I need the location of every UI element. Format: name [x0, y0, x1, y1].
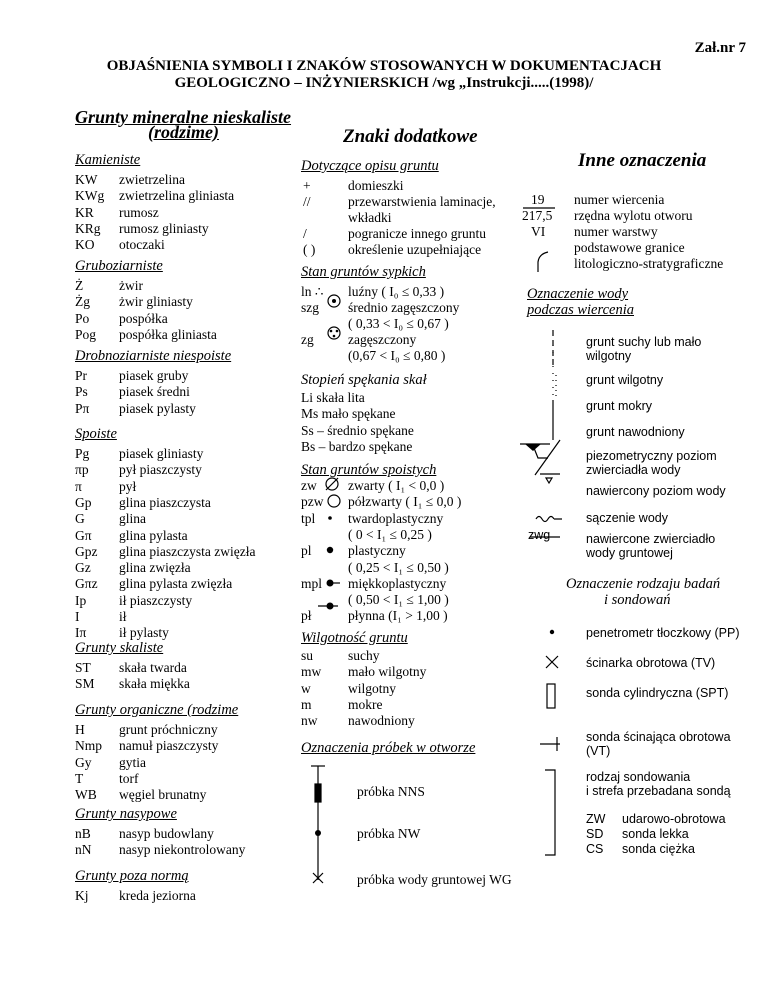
- left-title: Grunty mineralne nieskaliste: [75, 107, 292, 127]
- piezometric-level-icon: [534, 448, 548, 458]
- soil-name: pospółka: [119, 310, 168, 326]
- spoiste-code: pl: [301, 543, 312, 559]
- spoiste-code: mpl: [301, 575, 323, 591]
- spekanie-item: Bs – bardzo spękane: [301, 438, 413, 454]
- soil-name: ił pylasty: [119, 625, 169, 641]
- survey-title-2: i sondowań: [604, 592, 671, 608]
- spoiste-text: ( 0,50 < I₁ ≤ 1,00 ): [348, 592, 449, 608]
- zwg-label: zwg: [528, 528, 551, 542]
- soil-name: rumosz: [119, 204, 159, 220]
- spoiste-text: plastyczny: [348, 543, 406, 559]
- soil-name: glina zwięzła: [119, 560, 191, 576]
- spoiste-text: ( 0 < I₁ ≤ 0,25 ): [348, 526, 432, 542]
- soil-code: G: [75, 511, 85, 527]
- water-table-triangle-icon: [525, 444, 541, 451]
- wilgotnosc-text: mokre: [348, 696, 383, 712]
- seepage-icon: [536, 517, 562, 522]
- soil-code: Pr: [75, 368, 88, 383]
- soil-code: Iπ: [75, 625, 87, 641]
- sonda-code: SD: [586, 827, 604, 841]
- spoiste-text: półzwarty ( I₁ ≤ 0,0 ): [348, 494, 462, 510]
- left-section-title: Grunty poza normą: [75, 868, 189, 884]
- attachment-number: Zał.nr 7: [694, 40, 746, 56]
- left-section-title: Grunty skaliste: [75, 640, 164, 656]
- survey-title: Oznaczenie rodzaju badań: [566, 576, 721, 592]
- soil-code: Gz: [75, 560, 91, 576]
- soil-name: torf: [119, 770, 139, 786]
- left-section-title: Kamieniste: [75, 152, 141, 168]
- sypkie-text: (0,67 < I₀ ≤ 0,80 ): [348, 348, 446, 363]
- wilgotnosc-code: su: [301, 648, 314, 663]
- probka-nns-label: próbka NNS: [357, 784, 425, 799]
- soil-name: ił piaszczysty: [119, 592, 193, 608]
- bore-item-text: numer warstwy: [574, 224, 658, 239]
- soil-code: Ip: [75, 592, 87, 608]
- soil-name: węgiel brunatny: [119, 787, 207, 803]
- water-item-text: grunt nawodniony: [586, 425, 685, 439]
- water-item-text: grunt wilgotny: [586, 373, 664, 387]
- spekanie-item: Ms mało spękane: [301, 406, 396, 422]
- section-wilgotnosc: Wilgotność gruntu: [301, 630, 408, 646]
- soil-code: Gπz: [75, 576, 98, 592]
- sypkie-text: ( 0,33 < I₀ ≤ 0,67 ): [348, 316, 449, 331]
- soil-name: pospółka gliniasta: [119, 326, 217, 342]
- soil-code: T: [75, 770, 84, 786]
- sonda-code: ZW: [586, 812, 606, 826]
- left-section-title: Drobnoziarniste niespoiste: [75, 348, 232, 364]
- sypkie-code: szg: [301, 300, 319, 315]
- sypkie-code: zg: [301, 332, 314, 347]
- opis-text: pogranicze innego gruntu: [348, 226, 486, 241]
- sonda-code: CS: [586, 842, 604, 856]
- opis-symbol: ( ): [303, 242, 316, 257]
- soil-name: pył: [119, 478, 137, 494]
- soil-code: Żg: [75, 294, 90, 310]
- probka-wg-label: próbka wody gruntowej WG: [357, 872, 512, 887]
- spoiste-code: pzw: [301, 494, 324, 510]
- survey-item-text: sonda cylindryczna (SPT): [586, 686, 729, 700]
- soil-name: glina piaszczysta: [119, 494, 211, 510]
- spekanie-item: Ss – średnio spękane: [301, 422, 414, 438]
- soil-name: otoczaki: [119, 237, 165, 253]
- soil-code: Nmp: [75, 738, 102, 754]
- left-section-title: Grunty organiczne (rodzime: [75, 702, 239, 718]
- soil-name: żwir: [119, 278, 143, 293]
- soil-name: glina pylasta: [119, 527, 188, 543]
- soil-code: Pπ: [75, 400, 90, 416]
- soil-code: I: [75, 609, 80, 624]
- soil-name: skała miękka: [119, 676, 190, 692]
- wilgotnosc-code: w: [301, 680, 311, 696]
- soil-code: Kj: [75, 888, 89, 903]
- spoiste-text: miękkoplastyczny: [348, 575, 447, 591]
- left-title-2: (rodzime): [148, 122, 219, 142]
- soil-code: KWg: [75, 188, 105, 204]
- spoiste-code: zw: [301, 478, 317, 493]
- soil-name: piasek gruby: [119, 368, 189, 383]
- water-title: Oznaczenie wody: [527, 286, 629, 302]
- document-title: OBJAŚNIENIA SYMBOLI I ZNAKÓW STOSOWANYCH W DOKUMENTACJACH GEOLOGICZNO – INŻYNIERSKICH /wg „Instrukcji.....(1998)/: [106, 58, 662, 91]
- soil-code: KRg: [75, 220, 101, 236]
- soil-code: Gπ: [75, 527, 92, 543]
- middle-title: Znaki dodatkowe: [343, 126, 478, 147]
- soil-name: glina: [119, 511, 146, 527]
- water-item-text: grunt mokry: [586, 399, 652, 413]
- soil-code: SM: [75, 676, 95, 692]
- sypkie-text: luźny ( I₀ ≤ 0,33 ): [348, 284, 445, 299]
- spoiste-text: płynna (I₁ > 1,00 ): [348, 608, 448, 624]
- survey-item-text: rodzaj sondowania i strefa przebadana sondą: [586, 770, 731, 798]
- survey-item-text: penetrometr tłoczkowy (PP): [586, 626, 740, 640]
- spoiste-text: twardoplastyczny: [348, 510, 444, 526]
- opis-text: określenie uzupełniające: [348, 242, 482, 257]
- soil-code: ST: [75, 660, 91, 675]
- penetrometer-icon: [550, 630, 554, 634]
- soil-code: Pog: [75, 326, 97, 342]
- soil-code: Ps: [75, 384, 88, 400]
- opis-symbol: +: [303, 178, 311, 193]
- soil-name: piasek średni: [119, 384, 190, 400]
- water-item-text: nawiercony poziom wody: [586, 484, 726, 498]
- soil-code: KW: [75, 172, 98, 187]
- left-section-title: Gruboziarniste: [75, 258, 163, 274]
- sypkie-text: zagęszczony: [348, 332, 417, 347]
- soil-name: piasek gliniasty: [119, 446, 204, 461]
- bore-item-text: numer wiercenia: [574, 192, 665, 207]
- soil-code: Gy: [75, 754, 92, 770]
- water-item-text: grunt suchy lub mało wilgotny: [586, 335, 702, 363]
- opis-symbol: //: [303, 194, 311, 209]
- section-spekanie: Stopień spękania skał: [301, 372, 427, 388]
- sonda-name: sonda ciężka: [622, 842, 695, 856]
- soil-name: zwietrzelina gliniasta: [119, 188, 235, 204]
- soil-name: nasyp budowlany: [119, 826, 214, 841]
- soil-name: ił: [119, 609, 127, 624]
- sonda-name: udarowo-obrotowa: [622, 812, 726, 826]
- sonda-name: sonda lekka: [622, 827, 689, 841]
- soil-name: pył piaszczysty: [119, 462, 202, 478]
- soil-code: π: [75, 478, 82, 494]
- spoiste-text: zwarty ( I₁ < 0,0 ): [348, 478, 445, 493]
- sypkie-text: średnio zagęszczony: [348, 300, 460, 315]
- wilgotnosc-code: mw: [301, 664, 322, 680]
- soil-code: WB: [75, 787, 97, 803]
- soil-name: żwir gliniasty: [119, 294, 193, 310]
- right-title: Inne oznaczenia: [578, 150, 707, 171]
- probka-nw-label: próbka NW: [357, 826, 421, 841]
- section-probki: Oznaczenia próbek w otworze: [301, 740, 476, 756]
- spekanie-item: Li skała lita: [301, 390, 365, 405]
- spoiste-text: ( 0,25 < I₁ ≤ 0,50 ): [348, 559, 449, 575]
- bore-item-text: podstawowe granice: [574, 240, 685, 255]
- soil-name: kreda jeziorna: [119, 888, 196, 903]
- soil-name: glina pylasta zwięzła: [119, 576, 233, 592]
- soil-name: namuł piaszczysty: [119, 738, 219, 754]
- bore-number: 19: [531, 192, 545, 207]
- water-item-text: sączenie wody: [586, 511, 668, 525]
- wilgotnosc-code: nw: [301, 713, 318, 729]
- spt-icon: [547, 684, 555, 708]
- opis-text: przewarstwienia laminacje,: [348, 194, 496, 209]
- bore-elevation: 217,5: [522, 208, 553, 223]
- survey-item-text: sonda ścinająca obrotowa (VT): [586, 730, 731, 758]
- soil-name: gytia: [119, 754, 146, 770]
- wilgotnosc-text: nawodniony: [348, 713, 415, 729]
- spoiste-code: pł: [301, 608, 312, 624]
- bore-item-text: litologiczno-stratygraficzne: [574, 256, 724, 271]
- water-item-text: piezometryczny poziom zwierciadła wody: [586, 449, 717, 477]
- wilgotnosc-text: mało wilgotny: [348, 664, 427, 680]
- survey-item-text: ścinarka obrotowa (TV): [586, 656, 716, 670]
- soil-code: KO: [75, 237, 95, 253]
- soil-code: Pg: [75, 446, 90, 461]
- soil-name: nasyp niekontrolowany: [119, 842, 246, 858]
- water-item-text: nawiercone zwierciadło wody gruntowej: [586, 532, 716, 560]
- soil-code: Gpz: [75, 543, 98, 559]
- bore-layer: VI: [531, 224, 546, 239]
- soil-name: piasek pylasty: [119, 400, 196, 416]
- drilled-level-icon: [546, 478, 552, 483]
- sounding-zone-icon: [545, 770, 555, 855]
- soil-code: Ż: [75, 278, 84, 293]
- soil-code: πp: [75, 462, 89, 478]
- soil-code: nN: [75, 842, 92, 858]
- spoiste-code: tpl: [301, 510, 316, 526]
- soil-name: glina piaszczysta zwięzła: [119, 543, 256, 559]
- section-sypkie: Stan gruntów sypkich: [301, 264, 426, 280]
- boundary-icon: [538, 252, 548, 272]
- bore-item-text: rzędna wylotu otworu: [574, 208, 693, 223]
- soil-code: H: [75, 722, 85, 737]
- left-section-title: Spoiste: [75, 426, 117, 442]
- water-title-2: podczas wiercenia: [527, 302, 634, 318]
- soil-name: rumosz gliniasty: [119, 220, 209, 236]
- soil-code: nB: [75, 826, 91, 841]
- opis-text: domieszki: [348, 178, 404, 193]
- section-spoiste: Stan gruntów spoistych: [301, 462, 437, 478]
- soil-code: KR: [75, 204, 94, 220]
- opis-text: wkładki: [348, 210, 392, 225]
- opis-symbol: /: [303, 226, 307, 241]
- section-opis: Dotyczące opisu gruntu: [301, 158, 439, 174]
- wilgotnosc-text: suchy: [348, 648, 380, 663]
- soil-code: Po: [75, 310, 90, 326]
- wilgotnosc-code: m: [301, 696, 312, 712]
- wilgotnosc-text: wilgotny: [348, 680, 397, 696]
- soil-name: grunt próchniczny: [119, 722, 218, 737]
- sypkie-code: ln ∴: [301, 284, 324, 299]
- soil-code: Gp: [75, 494, 92, 510]
- soil-name: zwietrzelina: [119, 172, 185, 187]
- soil-name: skała twarda: [119, 660, 187, 675]
- left-section-title: Grunty nasypowe: [75, 806, 177, 822]
